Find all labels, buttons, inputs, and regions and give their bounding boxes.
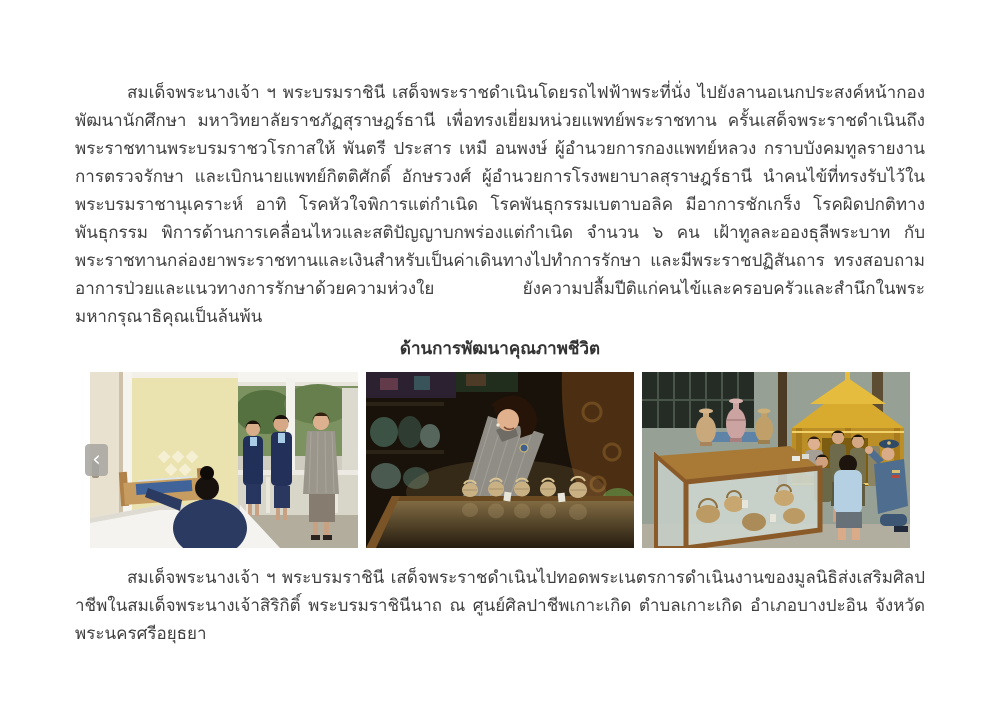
photo-museum-display-illustration	[642, 372, 910, 548]
photo-weaving-demo-illustration	[90, 372, 358, 548]
section-heading: ด้านการพัฒนาคุณภาพชีวิต	[399, 339, 601, 358]
image-caption: สมเด็จพระนางเจ้า ฯ พระบรมราชินี เสด็จพระราชดำเนินไปทอดพระเนตรการดำเนินงานของมูลนิธิส่งเสริมศิลปาชีพในสมเด็จพระนางเจ้าสิริกิติ์ พระบรมราชินีนาถ ณ ศูนย์ศิลปาชีพเกาะเกิด ตำบลเกาะเกิด อำเภอบางปะอิน จังหวัดพระนครศรีอยุธยา	[75, 568, 925, 643]
carousel-photo-museum-display	[642, 372, 910, 548]
carousel-photo-handicraft-inspection	[366, 372, 634, 548]
article-paragraph: สมเด็จพระนางเจ้า ฯ พระบรมราชินี เสด็จพระราชดำเนินโดยรถไฟฟ้าพระที่นั่ง ไปยังลานอเนกประสงค์หน้ากองพัฒนานักศึกษา มหาวิทยาลัยราชภัฏสุราษฎร์ธานี เพื่อทรงเยี่ยมหน่วยแพทย์พระราชทาน ครั้นเสด็จพระราชดำเนินถึง พระราชทานพระบรมราชวโรกาสให้ พันตรี ประสาร เหมื อนพงษ์ ผู้อำนวยการกองแพทย์หลวง กราบบังคมทูลรายงานการตรวจรักษา และเบิกนายแพทย์กิตติศักดิ์ อักษรวงศ์ ผู้อำนวยการโรงพยาบาลสุราษฎร์ธานี นำคนไข้ที่ทรงรับไว้ในพระบรมราชานุเคราะห์ อาทิ โรคหัวใจพิการแต่กำเนิด โรคพันธุกรรมเบตาบอลิค มีอาการชักเกร็ง โรคผิดปกติทางพันธุกรรม พิการด้านการเคลื่อนไหวและสติปัญญาบกพร่องแต่กำเนิด จำนวน ๖ คน เฝ้าทูลละอองธุลีพระบาท กับพระราชทานกล่องยาพระราชทานและเงินสำหรับเป็นค่าเดินทางไปทำการรักษา และมีพระราชปฏิสันถาร ทรงสอบถามอาการป่วยและแนวทางการรักษาด้วยความห่วงใย ยังความปลื้มปีติแก่คนไข้และครอบครัวและสำนึกในพระมหากรุณาธิคุณเป็นล้นพ้น	[75, 83, 925, 326]
carousel-prev-button[interactable]	[85, 444, 108, 476]
chevron-left-icon: ‹	[92, 446, 101, 471]
article-content	[75, 79, 925, 648]
carousel-photo-weaving-demo	[90, 372, 358, 548]
photo-handicraft-inspection-illustration	[366, 372, 634, 548]
image-carousel	[90, 372, 910, 548]
